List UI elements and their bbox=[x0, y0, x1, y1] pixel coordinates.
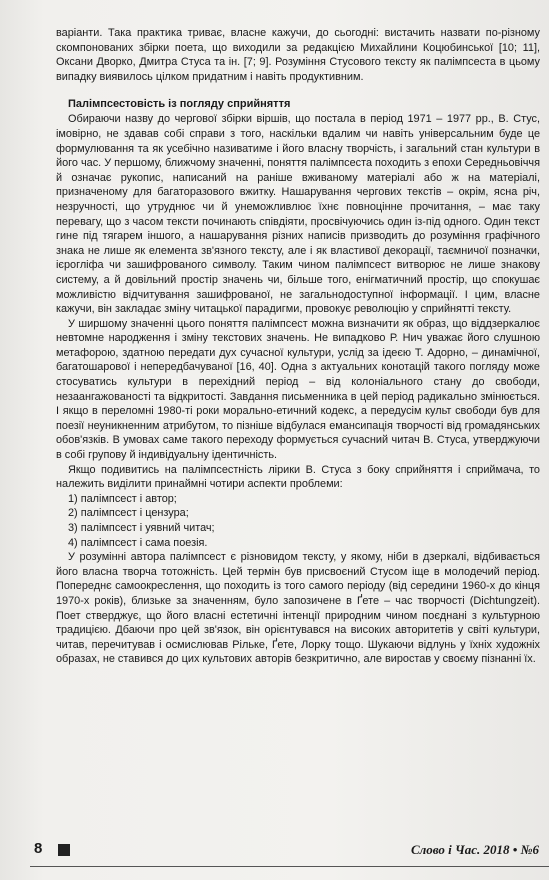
list-item: 4) палімпсест і сама поезія. bbox=[68, 536, 208, 549]
aspects-list bbox=[56, 492, 540, 550]
list-item: 1) палімпсест і автор; bbox=[68, 492, 177, 505]
list-item: 2) палімпсест і цензура; bbox=[68, 507, 189, 520]
page-footer bbox=[0, 832, 549, 872]
footer-rule bbox=[30, 866, 549, 867]
article-body bbox=[56, 26, 540, 667]
paragraph-palimpsest-definition: Обираючи назву до чергової збірки віршів, що постала в період 1971 – 1977 рр., В. Стус, імовірно, не здавав собі справи з того, наскільки вдалим чи навіть універсальним буде це формулювання та як усебічно називатиме і його власну творчість, і загальний стан культури в його час. У першому, ближчому значенні, поняття палімпсеста походить з епохи Середньовіччя й означає рукопис, написаний на раніше вживаному матеріалі або ж на матеріалі, призначеному для багаторазового вжитку. Нашарування чергових текстів – окрім, ясна річ, незручності, що утруднює чи й унеможливлює їхнє повноцінне прочитання, – має таку перевагу, що з часом тексти починають співдіяти, просвічуючись один із-під одного. Один текст гине під тягарем іншого, а нашарування різних написів призводить до розуміння графічного знака не лише як елемента зв'язного тексту, але і як властивої декорації, таємничої позначки, ієрогліфа чи зашифрованого символу. Таким чином палімпсест витворює не лише знакову систему, а й довільний простір значень чи, більше того, енігматичний простір, що спокушає можливістю відчитування зашифрованої, не загальнодоступної інформації. І цим, власне кажучи, він закладає зміну читацької парадигми, провокує революцію у сприйнятті тексту. bbox=[56, 113, 540, 316]
paragraph-intro: варіанти. Така практика триває, власне кажучи, до сьогодні: вистачить назвати по-різному скомпонованих збірки поета, що виходили за редакцією Михайлини Коцюбинської [10; 11], Оксани Дворко, Дмитра Стуса та ін. [7; 9]. Розуміння Стусового тексту як палімпсеста в цьому випадку виявилось цілком придатним і навіть продуктивним. bbox=[56, 27, 540, 83]
square-marker-icon bbox=[58, 844, 70, 856]
paragraph-broader-meaning: У ширшому значенні цього поняття палімпсест можна визначити як образ, що віддзеркалює невтомне народження і зміну текстових значень. Не випадково Р. Нич уважає його слушною метафорою, здатною передати дух сучасної культури, услід за ідеєю Т. Адорно, – динамічної, багатошарової і непередбачуваної [16, 40]. Одна з актуальних конотацій такого погляду може стосуватись культури в перехідний період – від колоніального стану до свободи, незаангажованості та відкритості. Завдання письменника в цей період радикально змінюється. І якщо в переломні 1980-ті роки морально-етичний кодекс, а передусім культ свободи був для поезії неуникненним атрибутом, то пізніше відбулася емансипація творчості від громадянських обов'язків. В умовах саме такого переходу формується сучасний читач В. Стуса, утверджуючи в собі групову й індивідуальну ідентичність. bbox=[56, 317, 540, 462]
list-item: 3) палімпсест і уявний читач; bbox=[68, 522, 215, 534]
page-number: 8 bbox=[34, 840, 43, 857]
paragraph-perception-aspects: Якщо подивитись на палімпсестність лірики В. Стуса з боку сприйняття і сприймача, то належить виділити принаймні чотири аспекти проблеми: bbox=[56, 463, 540, 491]
journal-title: Слово і Час. 2018 • №6 bbox=[410, 842, 539, 857]
paragraph-author-identity: У розумінні автора палімпсест є різновидом тексту, у якому, ніби в дзеркалі, відбивається його власна творча тотожність. Цей термін був присвоєний Стусом іще в молодечий період. Попереднє самоокреслення, що походить із того самого періоду (від середини 1960-х до кінця 1970-х років), близьке за значенням, було запозичене в Ґете – час творчості (Dichtungzeit). Поет стверджує, що його власні естетичні інтенції природним чином поєднані з культурною традицією. Дбаючи про цей зв'язок, він орієнтувався на високих авторитетів у світі культури, читав, перечитував і осмислював Рільке, Ґете, Лорку тощо. Шукаючи відлунь у їхніх художніх образах, не ставився до цих культових авторів безкритично, але виростав у своєму пізнанні їх. bbox=[56, 551, 540, 666]
section-heading: Палімпсестовість із погляду сприйняття bbox=[68, 98, 291, 111]
